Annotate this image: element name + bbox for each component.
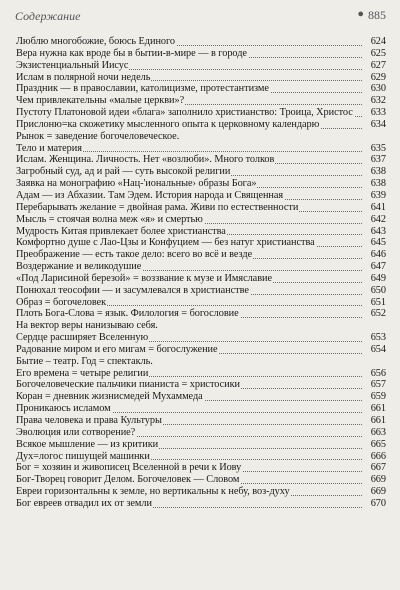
toc-entry	[16, 297, 386, 309]
toc-entry	[16, 202, 386, 214]
toc-entry-page: 659	[370, 391, 386, 403]
toc-entry-page: 639	[370, 189, 386, 201]
toc-entry	[16, 273, 386, 285]
section-title: Содержание	[15, 9, 81, 23]
toc-entry	[16, 391, 386, 403]
toc-entry-page: 629	[370, 71, 386, 83]
toc-entry-title: Люблю многобожие, боюсь Единого	[16, 36, 176, 47]
toc-entry-title: Бог-Творец говорит Делом. Богочеловек — Словом	[16, 474, 240, 486]
toc-entry-page: 667	[370, 462, 386, 474]
toc-entry	[16, 131, 386, 143]
toc-entry-page: 633	[370, 107, 386, 119]
toc-entry	[16, 486, 386, 498]
toc-entry-title: Тело и материя	[16, 142, 82, 154]
toc-entry-page: 627	[370, 59, 386, 71]
toc-entry	[16, 143, 386, 155]
toc-entry-title: Пустоту Платоновой идеи «блага» заполнило христианство: Троица, Христос	[16, 107, 353, 119]
toc-entry-page: 665	[370, 438, 386, 450]
toc-entry-page: 646	[370, 249, 386, 261]
toc-entry-page: 635	[370, 142, 386, 154]
toc-entry-title: Бог = хозяин и живописец Вселенной в речи к Иову	[16, 462, 242, 474]
toc-entry-title: Заявка на монографию «Нац-'иональные› образы Бога»	[16, 178, 257, 190]
toc-entry-title: Плоть Бога-Слова = язык. Филология = богословие	[16, 308, 239, 320]
toc-entry-page: 651	[370, 296, 386, 308]
toc-entry-title: Загробный суд, ад и рай — суть высокой религии	[16, 166, 231, 178]
toc-entry-title: Образ = богочеловек	[16, 296, 107, 308]
toc-entry	[16, 261, 386, 273]
toc-entry-title: Евреи горизонтальны к земле, но вертикальны к небу, воз-духу	[16, 486, 290, 498]
toc-entry-title: Понюхал теософии — и засумлевался в христианстве	[16, 284, 249, 296]
toc-entry	[16, 356, 386, 368]
toc-entry	[16, 439, 386, 451]
toc-entry-title: Экзистенциальный Иисус	[16, 59, 129, 71]
toc-entry	[16, 60, 386, 72]
toc-entry-title: Рынок = заведение богочеловеческое.	[16, 130, 180, 142]
toc-entry-title: Его времена = четыре религии	[16, 367, 149, 379]
toc-entry	[16, 332, 386, 344]
toc-entry	[16, 83, 386, 95]
toc-entry	[16, 427, 386, 439]
toc-entry-title: Права человека и права Культуры	[16, 415, 162, 426]
toc-entry-page: 638	[370, 178, 386, 190]
toc-entry-page: 637	[370, 154, 386, 166]
bullet-icon: ●	[357, 8, 364, 20]
toc-entry-title: Чем привлекательны «малые церкви»?	[16, 95, 185, 107]
toc-entry-title: Преображение — есть такое дело: всего во всё и везде	[16, 249, 253, 261]
toc-entry-title: Адам — из Абхазии. Там Эдем. История народа и Священная	[16, 189, 284, 201]
toc-entry-page: 661	[370, 415, 386, 426]
toc-entry-page: 650	[370, 284, 386, 296]
toc-entry-page: 634	[370, 118, 386, 130]
toc-entry	[16, 36, 386, 48]
toc-entry	[16, 237, 386, 249]
toc-entry	[16, 119, 386, 131]
toc-entry-page: 642	[370, 213, 386, 225]
toc-entry	[16, 403, 386, 415]
toc-entry-page: 669	[370, 486, 386, 498]
toc-entry-title: Перебарывать желание = двойная рама. Живи по естественности	[16, 201, 299, 213]
toc-entry	[16, 285, 386, 297]
toc-entry	[16, 95, 386, 107]
toc-entry-title: Проникаюсь исламом	[16, 403, 111, 415]
toc-entry-title: Прислоню=ка скожетику мысленного опыта к церковному календарю	[16, 118, 320, 130]
toc-entry-page: 625	[370, 47, 386, 59]
toc-entry	[16, 415, 386, 427]
toc-entry-page: 632	[370, 95, 386, 107]
toc-entry	[16, 249, 386, 261]
toc-entry-title: Дух=логос пишущей машинки	[16, 450, 150, 462]
toc-entry-title: Бог евреев отвадил их от земли	[16, 497, 152, 509]
toc-entry-title: На вектор веры нанизываю себя.	[16, 320, 158, 332]
toc-entry	[16, 178, 386, 190]
running-header	[0, 0, 400, 30]
toc-entry-title: Коран = дневник жизнисмедей Мухаммеда	[16, 391, 203, 403]
toc-entry	[16, 474, 386, 486]
toc-entry-title: Вера нужна как вроде бы в бытии-в-мире — в городе	[16, 47, 247, 59]
toc-entry-page: 649	[370, 272, 386, 284]
toc-entry	[16, 498, 386, 510]
toc-entry-title: Ислам в полярной ночи недель	[16, 71, 151, 83]
toc-entry-page: 652	[370, 308, 386, 320]
toc-entry-page: 643	[370, 225, 386, 237]
toc-entry	[16, 48, 386, 60]
toc-entry	[16, 166, 386, 178]
toc-entry-page: 661	[370, 403, 386, 415]
toc-entry-page: 666	[370, 450, 386, 462]
toc-entry	[16, 379, 386, 391]
toc-entry-page: 654	[370, 343, 386, 355]
toc-entry-page: 669	[370, 474, 386, 486]
toc-entry-page: 641	[370, 201, 386, 213]
toc-entry-title: Праздник — в православии, католицизме, протестантизме	[16, 83, 269, 95]
toc-entry	[16, 226, 386, 238]
toc-entry-page: 624	[370, 36, 386, 47]
toc-entry-page: 670	[370, 497, 386, 509]
toc-entry-title: Богочеловеческие пальчики пианиста = христосики	[16, 379, 241, 391]
toc-entry	[16, 190, 386, 202]
toc-entry-title: Радование миром и его мигам = богослужение	[16, 343, 218, 355]
toc-entry-title: Ислам. Женщина. Личность. Нет «возлюби». Много толков	[16, 154, 275, 166]
toc-entry-page: 630	[370, 83, 386, 95]
toc-entry-page: 645	[370, 237, 386, 249]
toc-entry-page: 663	[370, 426, 386, 438]
table-of-contents	[16, 36, 386, 510]
toc-entry	[16, 344, 386, 356]
toc-entry	[16, 214, 386, 226]
toc-entry-page: 653	[370, 332, 386, 344]
toc-entry-title: Комфортно душе с Лао-Цзы и Конфуцием — без натуг христианства	[16, 237, 315, 249]
toc-entry-page: 657	[370, 379, 386, 391]
toc-entry-page: 638	[370, 166, 386, 178]
toc-entry-title: Мысль = стоячая волна меж «я» и смертью	[16, 213, 203, 225]
toc-entry	[16, 154, 386, 166]
toc-entry-title: Бытие – театр. Год = спектакль.	[16, 355, 153, 367]
toc-entry	[16, 72, 386, 84]
toc-entry-title: Мудрость Китая привлекает более христианства	[16, 225, 226, 237]
toc-entry-title: Эволюция или сотворение?	[16, 426, 136, 438]
toc-entry-title: Всякое мышление — из критики	[16, 438, 159, 450]
toc-entry-title: «Под Ларисиной березой» = воззвание к музе и Имяславие	[16, 272, 272, 284]
toc-entry-title: Сердце расширяет Вселенную	[16, 332, 149, 344]
toc-entry	[16, 107, 386, 119]
toc-entry-page: 647	[370, 261, 386, 273]
toc-entry	[16, 462, 386, 474]
toc-entry-page: 656	[370, 367, 386, 379]
toc-entry	[16, 320, 386, 332]
toc-entry-title: Воздержание и великодушие	[16, 261, 142, 273]
page-number: 885	[368, 8, 386, 22]
toc-entry	[16, 308, 386, 320]
toc-entry	[16, 451, 386, 463]
toc-entry	[16, 368, 386, 380]
